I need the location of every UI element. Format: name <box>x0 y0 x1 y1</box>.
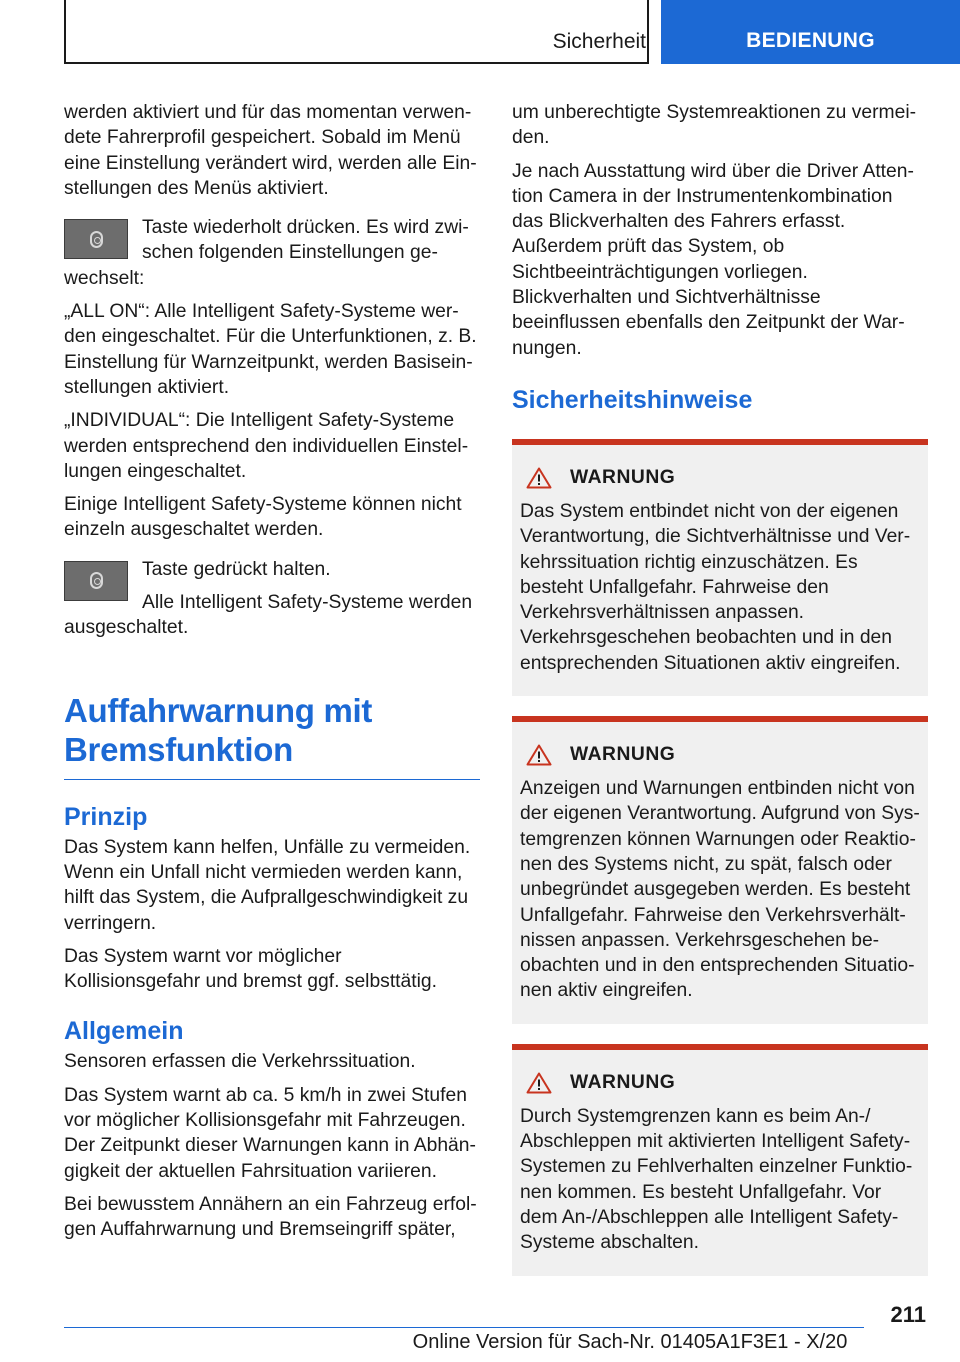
section-heading-prinzip: Prinzip <box>64 802 148 831</box>
left-column <box>64 100 480 1251</box>
paragraph-individual: „INDIVIDUAL“: Die Intelligent Safety-Systeme werden entsprechend den individuellen Einstellungen eingeschaltet. <box>64 410 469 482</box>
paragraph: werden aktiviert und für das momentan verwendete Fahrerprofil gespeichert. Sobald im Menü eine Einstellung verändert wird, werden alle Einstellungen des Menüs aktiviert. <box>64 102 477 199</box>
key-instruction-hold <box>64 557 480 649</box>
key-instruction-repeat <box>64 215 480 299</box>
paragraph: Das System warnt ab ca. 5 km/h in zwei Stufen vor möglicher Kollisionsgefahr mit Fahrzeugen. Der Zeitpunkt dieser Warnungen kann in Abhängigkeit der aktuellen Fahrsituation variieren. <box>64 1084 476 1182</box>
page-number: 211 <box>890 1302 926 1327</box>
section-heading-safety-notes: Sicherheitshinweise <box>512 385 753 414</box>
warning-box <box>512 1044 928 1276</box>
key-instruction-text: Taste gedrückt halten. <box>142 558 331 580</box>
warning-text: Durch Systemgrenzen kann es beim An-/ Abschleppen mit aktivierten Intelligent Safety-Systemen zu Fehlverhalten einzelner Funktionen kommen. Es besteht Unfallgefahr. Vor dem An-/Abschleppen alle Intelligent Safety-Systeme abschalten. <box>520 1105 913 1254</box>
right-column <box>512 100 928 1286</box>
paragraph: um unberechtigte Systemreaktionen zu vermeiden. <box>512 102 917 149</box>
footer-rule <box>64 1327 864 1328</box>
warning-triangle-icon <box>526 744 552 766</box>
warning-text: Das System entbindet nicht von der eigenen Verantwortung, die Sichtverhältnisse und Verkehrssituation richtig einzuschätzen. Es besteht Unfallgefahr. Fahrweise den Verkehrsverhältnissen anpassen. Verkehrsgeschehen beobachten und in den entsprechenden Situationen aktiv eingreifen. <box>520 500 911 674</box>
warning-title: WARNUNG <box>570 1071 676 1093</box>
footer-online-version: Online Version für Sach-Nr. 01405A1F3E1 - X/20 <box>412 1331 848 1353</box>
warning-box <box>512 716 928 1024</box>
paragraph: Das System warnt vor möglicher Kollisionsgefahr und bremst ggf. selbsttätig. <box>64 945 437 993</box>
paragraph: Sensoren erfassen die Verkehrssituation. <box>64 1051 416 1073</box>
warning-title: WARNUNG <box>570 466 676 488</box>
warning-triangle-icon <box>526 1072 552 1094</box>
safety-button-icon <box>64 561 128 601</box>
paragraph-all-on: „ALL ON“: Alle Intelligent Safety-Systeme werden eingeschaltet. Für die Unterfunktionen, z. B. Einstellung für Warnzeitpunkt, werden Basiseinstellungen aktiviert. <box>64 301 477 398</box>
paragraph: Je nach Ausstattung wird über die Driver Attention Camera in der Instrumentenkombination das Blickverhalten des Fahrers erfasst. Außerdem prüft das System, ob Sichtbeeinträchtigungen vorliegen. Blickverhalten und Sichtverhältnisse beeinflussen ebenfalls den Zeitpunkt der Warnungen. <box>512 160 914 359</box>
warning-title: WARNUNG <box>570 744 676 766</box>
section-heading-allgemein: Allgemein <box>64 1017 184 1046</box>
key-instruction-text: Alle Intelligent Safety-Systeme werden ausgeschaltet. <box>64 592 473 639</box>
header-section-title: Sicherheit <box>552 30 646 53</box>
warning-box <box>512 439 928 696</box>
paragraph: Das System kann helfen, Unfälle zu vermeiden. Wenn ein Unfall nicht vermieden werden kann, hilft das System, die Aufprallgeschwindigkeit zu verringern. <box>64 836 471 934</box>
paragraph: Bei bewusstem Annähern an ein Fahrzeug erfolgen Auffahrwarnung und Bremseingriff später, <box>64 1193 477 1241</box>
warning-triangle-icon <box>526 467 552 489</box>
header-chapter-tab: BEDIENUNG <box>661 0 960 64</box>
paragraph: Einige Intelligent Safety-Systeme können nicht einzeln ausgeschaltet werden. <box>64 494 462 541</box>
key-instruction-text: Taste wiederholt drücken. Es wird zwischen folgenden Einstellungen gewechselt: <box>64 217 469 289</box>
safety-button-icon <box>64 219 128 259</box>
warning-text: Anzeigen und Warnungen entbinden nicht von der eigenen Verantwortung. Aufgrund von Systemgrenzen können Warnungen oder Reaktionen des Systems nicht, zu spät, falsch oder unbegründet ausgegeben werden. Es besteht Unfallgefahr. Fahrweise den Verkehrsverhältnissen anpassen. Verkehrsgeschehen beobachten und in den entsprechenden Situationen aktiv eingreifen. <box>520 778 920 1002</box>
chapter-heading: Auffahrwarnung mit Bremsfunktion <box>64 691 480 780</box>
